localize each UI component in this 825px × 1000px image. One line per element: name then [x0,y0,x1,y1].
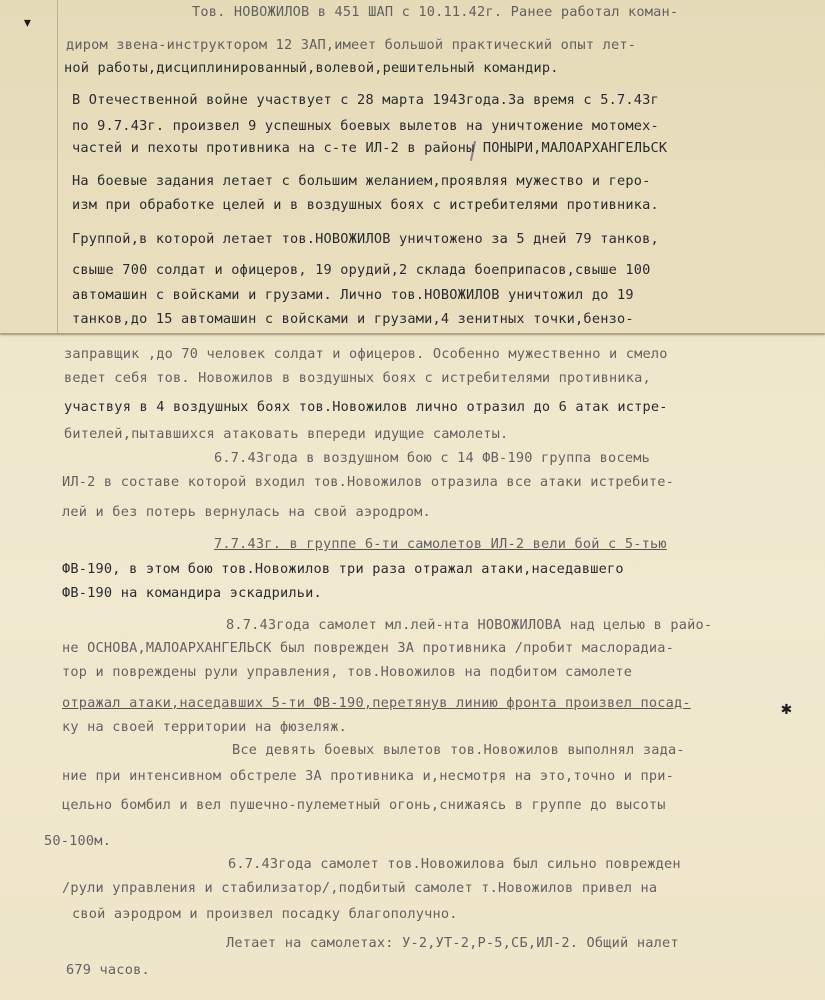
text-line: диром звена-инструктором 12 ЗАП,имеет большой практический опыт лет- [66,37,637,53]
ink-blot-icon: ✱ [781,698,792,719]
text-line: ной работы,дисциплинированный,волевой,решительный командир. [64,60,559,76]
text-line: ФВ-190 на командира эскадрильи. [62,585,322,601]
text-line: танков,до 15 автомашин с войсками и грузами,4 зенитных точки,бензо- [72,311,634,327]
text-line: 50-100м. [44,833,112,849]
text-line: изм при обработке целей и в воздушных боях с истребителями противника. [72,197,659,213]
page-fold [0,333,825,335]
text-line: тор и повреждены рули управления, тов.Новожилов на подбитом самолете [62,664,633,680]
text-line: На боевые задания летает с большим желанием,проявляя мужество и геро- [72,173,651,189]
text-line: свой аэродром и произвел посадку благополучно. [72,906,458,922]
text-line: Все девять боевых вылетов тов.Новожилов выполнял зада- [232,742,685,758]
text-line: ние при интенсивном обстреле ЗА противника и,несмотря на это,точно и при- [62,768,675,784]
text-line: 6.7.43года в воздушном бою с 14 ФВ-190 группа восемь [214,450,650,466]
text-line: бителей,пытавшихся атаковать впереди идущие самолеты. [64,426,509,442]
text-line: 7.7.43г. в группе 6-ти самолетов ИЛ-2 вели бой с 5-тью [214,536,667,552]
text-line: ведет себя тов. Новожилов в воздушных боях с истребителями противника, [64,370,651,386]
text-line: отражал атаки,наседавших 5-ти ФВ-190,перетянув линию фронта произвел посад- [62,695,691,711]
text-line: Тов. НОВОЖИЛОВ в 451 ШАП с 10.11.42г. Ранее работал коман- [192,4,679,20]
text-line: заправщик ,до 70 человек солдат и офицеров. Особенно мужественно и смело [64,346,668,362]
text-line: автомашин с войсками и грузами. Лично тов.НОВОЖИЛОВ уничтожил до 19 [72,287,634,303]
text-line: Группой,в которой летает тов.НОВОЖИЛОВ уничтожено за 5 дней 79 танков, [72,231,659,247]
text-line: /рули управления и стабилизатор/,подбитый самолет т.Новожилов привел на [62,880,658,896]
text-line: частей и пехоты противника на с-те ИЛ-2 в районы ПОНЫРИ,МАЛОАРХАНГЕЛЬСК [72,140,668,156]
text-line: ку на своей территории на фюзеляж. [62,719,348,735]
text-line: 679 часов. [66,962,150,978]
ink-spot-icon: ▾ [22,12,33,33]
text-line: ИЛ-2 в составе которой входил тов.Новожилов отразила все атаки истребите- [62,474,675,490]
text-line: 6.7.43года самолет тов.Новожилова был сильно поврежден [228,856,681,872]
text-line: Летает на самолетах: У-2,УТ-2,Р-5,СБ,ИЛ-2. Общий налет [226,935,679,951]
text-line: цельно бомбил и вел пушечно-пулеметный огонь,снижаясь в группе до высоты [62,797,666,813]
text-line: В Отечественной войне участвует с 28 марта 1943года.За время с 5.7.43г [72,92,659,108]
text-line: лей и без потерь вернулась на свой аэродром. [62,504,431,520]
text-line: ФВ-190, в этом бою тов.Новожилов три раза отражал атаки,наседавшего [62,561,624,577]
text-line: участвуя в 4 воздушных боях тов.Новожилов лично отразил до 6 атак истре- [64,399,668,415]
text-line: свыше 700 солдат и офицеров, 19 орудий,2 склада боеприпасов,свыше 100 [72,262,651,278]
text-line: по 9.7.43г. произвел 9 успешных боевых вылетов на уничтожение мотомех- [72,118,659,134]
text-line: 8.7.43года самолет мл.лей-нта НОВОЖИЛОВА над целью в райо- [226,617,713,633]
margin-line [57,0,58,333]
text-line: не ОСНОВА,МАЛОАРХАНГЕЛЬСК был поврежден ЗА противника /пробит маслорадиа- [62,640,675,656]
